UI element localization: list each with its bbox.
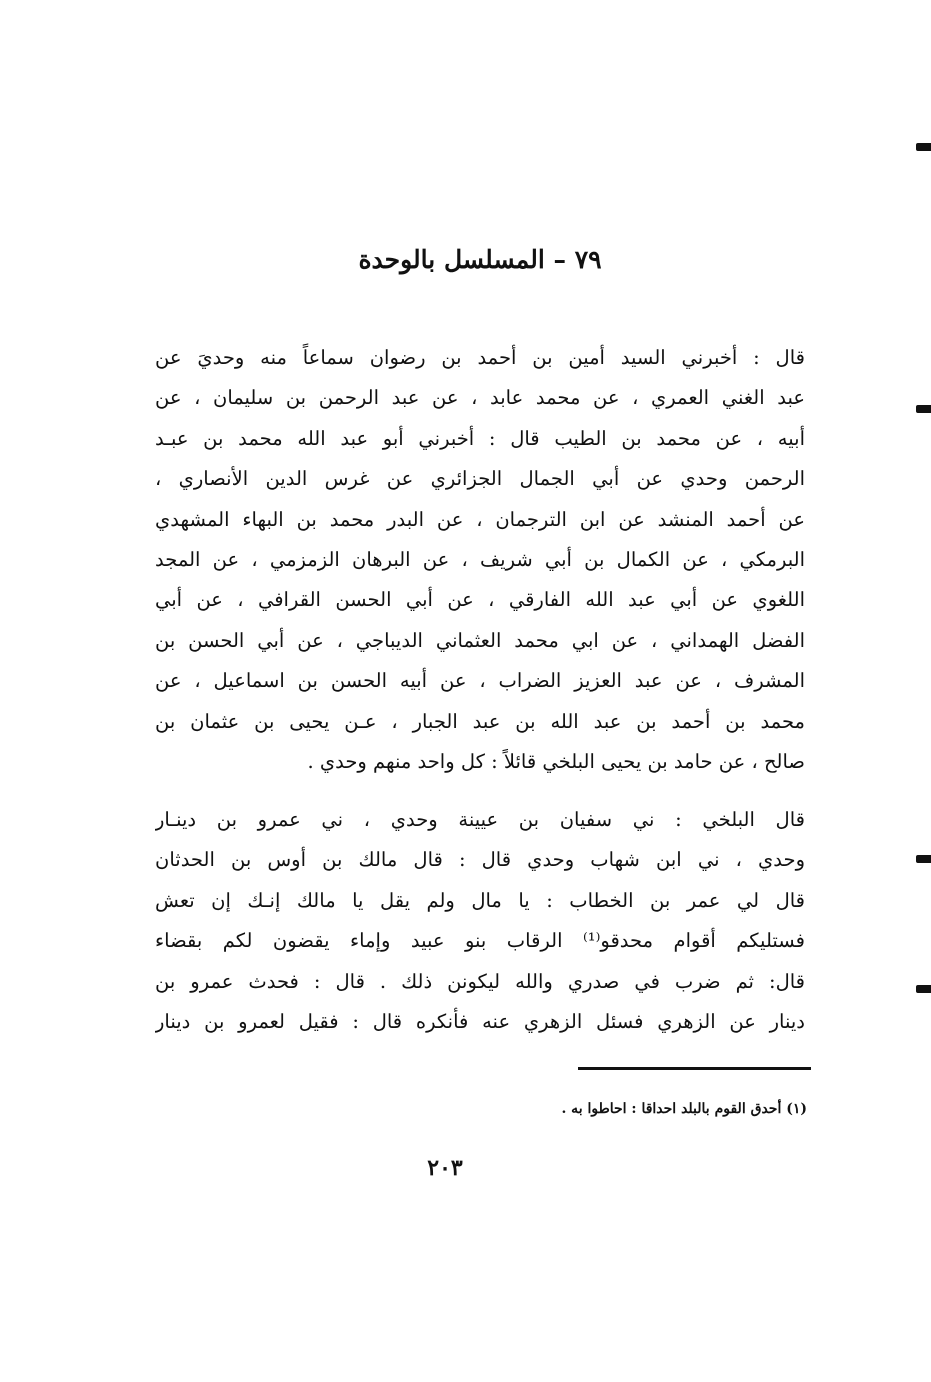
text-line: قال البلخي : ني سفيان بن عيينة وحدي ، ني عمرو بن دينـار	[155, 808, 805, 831]
paragraph-isnad	[155, 338, 805, 782]
scan-edge-mark	[916, 985, 931, 993]
text-line: محمد بن أحمد بن عبد الله بن عبد الجبار ، عـن يحيى بن عثمان بن	[155, 709, 805, 733]
text-line: صالح ، عن حامد بن يحيى البلخي قائلاً : كل واحد منهم وحدي .	[307, 749, 805, 773]
text-line: فستليكم أقوام محدقو⁽¹⁾ الرقاب بنو عبيد وإماء يقضون لكم بقضاء	[155, 929, 805, 953]
scan-edge-mark	[916, 143, 931, 151]
text-line: الرحمن وحدي عن أبي الجمال الجزائري عن غرس الدين الأنصاري ،	[155, 467, 805, 491]
text-line: قال لي عمر بن الخطاب : يا مال ولم يقل يا مالك إنـك إن تعش	[155, 888, 805, 912]
text-line: وحدي ، ني ابن شهاب وحدي قال : قال مالك بن أوس بن الحدثان	[155, 848, 805, 872]
text-line: أبيه ، عن محمد بن الطيب قال : أخبرني أبو عبد الله محمد بن عبـد	[155, 426, 805, 450]
page-number: ٢٠٣	[427, 1155, 463, 1181]
text-line: اللغوي عن أبي عبد الله الفارقي ، عن أبي الحسن القرافي ، عن أبي	[155, 588, 805, 612]
text-line: قال: ثم ضرب في صدري والله ليكونن ذلك . قال : فحدث عمرو بن	[155, 969, 805, 993]
text-line: البرمكي ، عن الكمال بن أبي شريف ، عن البرهان الزمزمي ، عن المجد	[155, 547, 805, 571]
footnote: (١) أحدق القوم بالبلد احداقا : احاطوا به .	[561, 1101, 807, 1117]
text-line: دينار عن الزهري فسئل الزهري عنه فأنكره قال : فقيل لعمرو بن دينار	[155, 1009, 805, 1033]
scan-edge-mark	[916, 405, 931, 413]
scan-edge-mark	[916, 855, 931, 863]
paragraph-hadith	[155, 800, 805, 1042]
footnote-divider	[578, 1067, 811, 1070]
text-line: عبد الغني العمري ، عن محمد عابد ، عن عبد الرحمن بن سليمان ، عن	[155, 386, 805, 410]
text-line: قال : أخبرني السيد أمين بن أحمد بن رضوان سماعاً منه وحديَ عن	[155, 346, 805, 369]
text-line: الفضل الهمداني ، عن ابي محمد العثماني الديباجي ، عن أبي الحسن بن	[155, 628, 805, 652]
text-line: عن أحمد المنشد عن ابن الترجمان ، عن البدر محمد بن البهاء المشهدي	[155, 507, 805, 531]
chapter-heading: ٧٩ – المسلسل بالوحدة	[358, 245, 602, 274]
text-line: المشرف ، عن عبد العزيز الضراب ، عن أبيه الحسن بن اسماعيل ، عن	[155, 669, 805, 693]
